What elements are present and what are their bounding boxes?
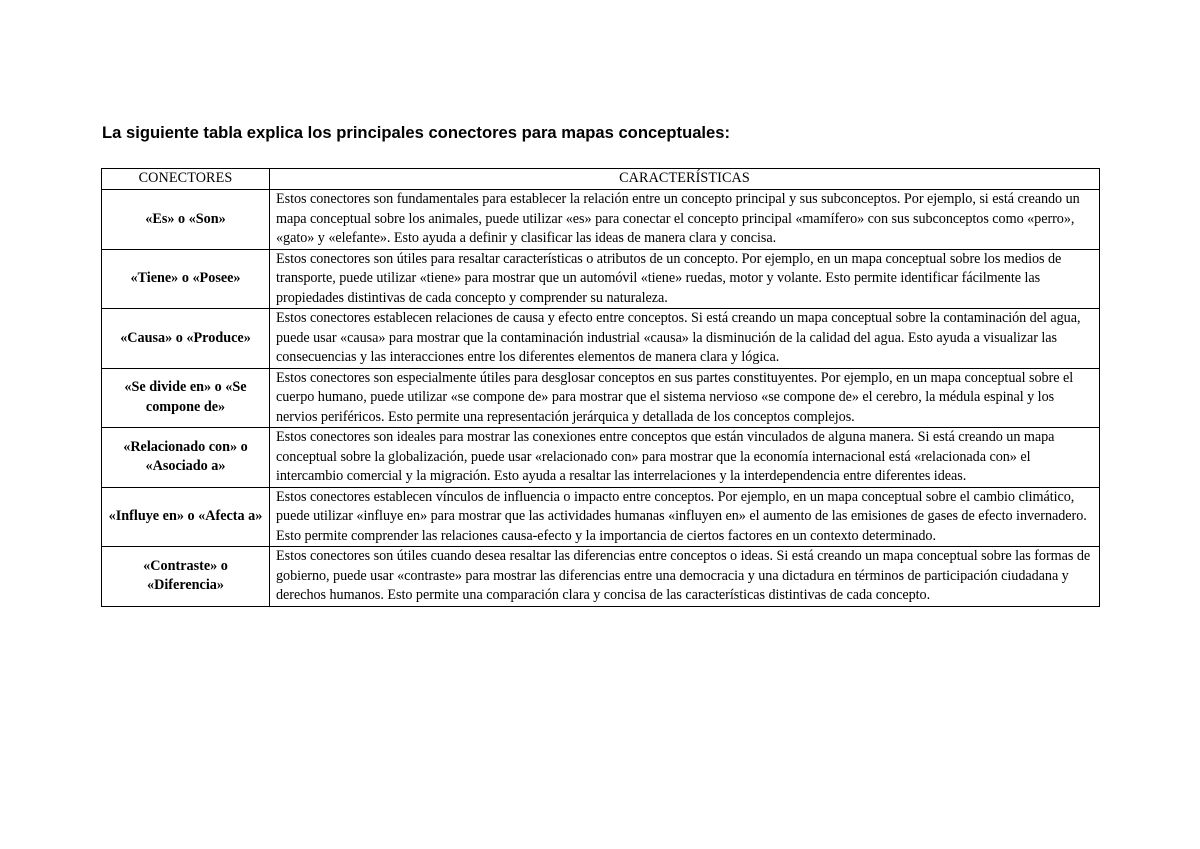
connector-name: «Contraste» o «Diferencia» xyxy=(102,547,270,607)
connector-description: Estos conectores son especialmente útiles para desglosar conceptos en sus partes constituyentes. Por ejemplo, en un mapa conceptual sobre el cuerpo humano, puede utilizar «se compone de» para mostrar que el sistema nervioso «se compone de» el cerebro, la médula espinal y los nervios periféricos. Esto permite una representación jerárquica y detallada de los conceptos complejos. xyxy=(270,368,1100,428)
page-heading: La siguiente tabla explica los principales conectores para mapas conceptuales: xyxy=(102,123,731,142)
connectors-table xyxy=(101,168,1100,607)
connector-name: «Influye en» o «Afecta a» xyxy=(102,487,270,547)
connector-name: «Causa» o «Produce» xyxy=(102,309,270,369)
connector-description: Estos conectores son ideales para mostrar las conexiones entre conceptos que están vinculados de alguna manera. Si está creando un mapa conceptual sobre la globalización, puede usar «relacionado con» para mostrar que la economía internacional está «relacionada con» el intercambio comercial y la migración. Esto ayuda a resaltar las interrelaciones y la interdependencia entre diferentes ideas. xyxy=(270,428,1100,488)
header-connectors: CONECTORES xyxy=(102,169,270,190)
connector-name: «Tiene» o «Posee» xyxy=(102,249,270,309)
table-row xyxy=(102,428,1100,488)
table-row xyxy=(102,190,1100,250)
connector-name: «Es» o «Son» xyxy=(102,190,270,250)
connector-name: «Relacionado con» o «Asociado a» xyxy=(102,428,270,488)
table-row xyxy=(102,547,1100,607)
table-header-row xyxy=(102,169,1100,190)
header-characteristics: CARACTERÍSTICAS xyxy=(270,169,1100,190)
table-row xyxy=(102,487,1100,547)
connector-description: Estos conectores establecen relaciones de causa y efecto entre conceptos. Si está creando un mapa conceptual sobre la contaminación del agua, puede usar «causa» para mostrar que la contaminación industrial «causa» la disminución de la calidad del agua. Esto ayuda a visualizar las consecuencias y las interacciones entre los diferentes elementos de manera clara y lógica. xyxy=(270,309,1100,369)
connector-description: Estos conectores son útiles para resaltar características o atributos de un concepto. Por ejemplo, en un mapa conceptual sobre los medios de transporte, puede utilizar «tiene» para mostrar que un automóvil «tiene» ruedas, motor y volante. Esto permite identificar fácilmente las propiedades distintivas de cada concepto y comprender su naturaleza. xyxy=(270,249,1100,309)
connector-description: Estos conectores son útiles cuando desea resaltar las diferencias entre conceptos o ideas. Si está creando un mapa conceptual sobre las formas de gobierno, puede usar «contraste» para mostrar las diferencias entre una democracia y una dictadura en términos de participación ciudadana y derechos humanos. Esto permite una comparación clara y concisa de las características distintivas de cada concepto. xyxy=(270,547,1100,607)
table-row xyxy=(102,249,1100,309)
table-row xyxy=(102,309,1100,369)
connector-description: Estos conectores son fundamentales para establecer la relación entre un concepto principal y sus subconceptos. Por ejemplo, si está creando un mapa conceptual sobre los animales, puede utilizar «es» para conectar el concepto principal «mamífero» con sus subconceptos como «perro», «gato» y «elefante». Esto ayuda a definir y clasificar las ideas de manera clara y concisa. xyxy=(270,190,1100,250)
table-row xyxy=(102,368,1100,428)
connector-name: «Se divide en» o «Se compone de» xyxy=(102,368,270,428)
connector-description: Estos conectores establecen vínculos de influencia o impacto entre conceptos. Por ejemplo, en un mapa conceptual sobre el cambio climático, puede utilizar «influye en» para mostrar que las actividades humanas «influyen en» el aumento de las emisiones de gases de efecto invernadero. Esto permite comprender las relaciones causa-efecto y la importancia de ciertos factores en un contexto determinado. xyxy=(270,487,1100,547)
